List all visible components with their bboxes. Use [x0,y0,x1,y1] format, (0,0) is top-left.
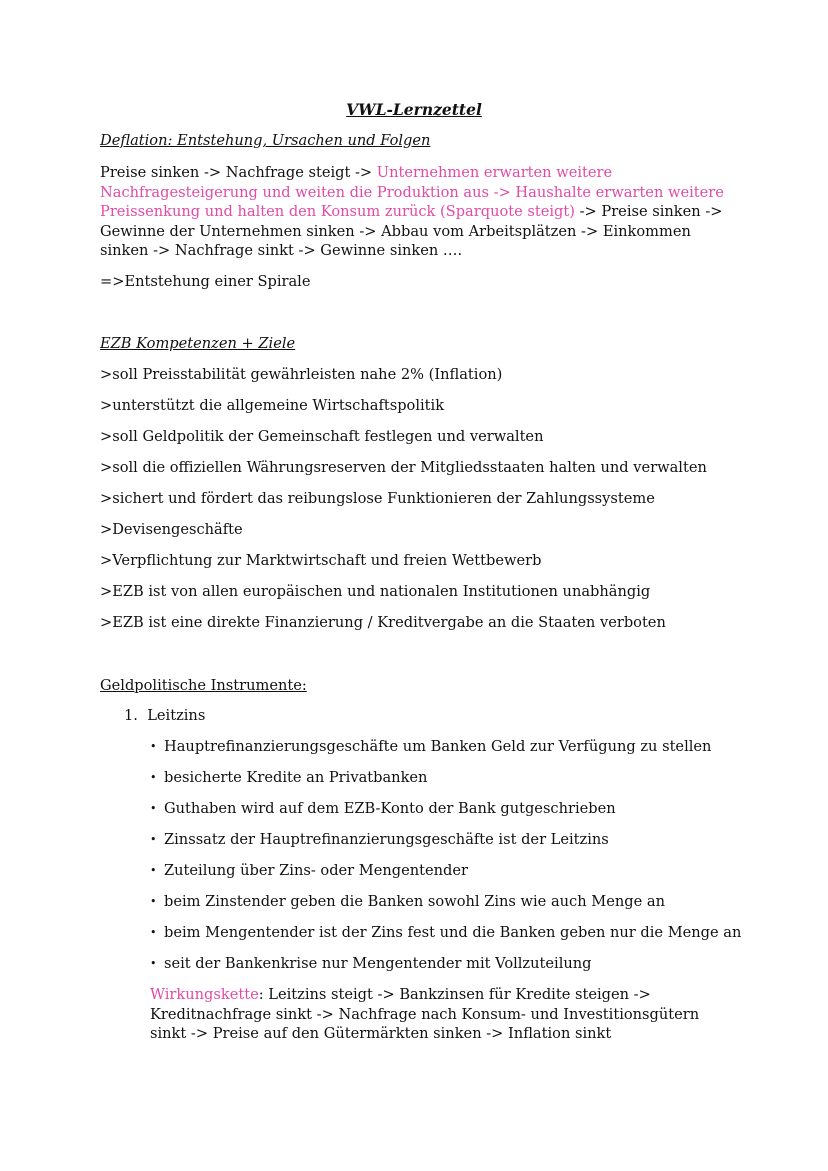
page-title: VWL-Lernzettel [346,100,482,119]
bullet-icon: • [150,833,157,846]
leitzins-label: Leitzins [147,707,206,724]
deflation-text-start: Preise sinken -> Nachfrage steigt -> [100,164,377,181]
leitzins-list-item [124,707,205,724]
bullet-item [150,893,665,910]
bullet-item [150,738,711,755]
bullet-text: Hauptrefinanzierungsgeschäfte um Banken Geld zur Verfügung zu stellen [164,738,712,755]
bullet-text: beim Zinstender geben die Banken sowohl Zins wie auch Menge an [164,893,665,910]
bullet-text: beim Mengentender ist der Zins fest und die Banken geben nur die Menge an [164,924,742,941]
bullet-item [150,831,609,848]
ezb-item: >soll Preisstabilität gewährleisten nahe 2% (Inflation) [100,366,503,383]
ezb-item: >EZB ist eine direkte Finanzierung / Kreditvergabe an die Staaten verboten [100,614,666,631]
bullet-item [150,924,741,941]
instrumente-heading: Geldpolitische Instrumente: [100,677,307,694]
ezb-heading: EZB Kompetenzen + Ziele [100,335,296,352]
bullet-text: Zuteilung über Zins- oder Mengentender [164,862,469,879]
bullet-text: Zinssatz der Hauptrefinanzierungsgeschäfte ist der Leitzins [164,831,609,848]
bullet-text: seit der Bankenkrise nur Mengentender mit Vollzuteilung [164,955,592,972]
ezb-item: >soll die offiziellen Währungsreserven der Mitgliedsstaaten halten und verwalten [100,459,707,476]
bullet-icon: • [150,802,157,815]
deflation-paragraph [100,163,730,261]
wirkungskette-paragraph [150,985,735,1044]
bullet-icon: • [150,926,157,939]
bullet-item [150,800,616,817]
ezb-item: >sichert und fördert das reibungslose Funktionieren der Zahlungssysteme [100,490,655,507]
deflation-text-highlight: Unternehmen erwarten weitere Nachfragesteigerung und weiten die Produktion aus -> Haushalte erwarten weitere Preissenkung und halten den Konsum zurück (Sparquote steigt) [100,164,724,220]
list-number: 1. [124,707,138,724]
ezb-item: >Verpflichtung zur Marktwirtschaft und freien Wettbewerb [100,552,542,569]
ezb-item: >EZB ist von allen europäischen und nationalen Institutionen unabhängig [100,583,651,600]
bullet-item [150,955,592,972]
ezb-item: >unterstützt die allgemeine Wirtschaftspolitik [100,397,445,414]
deflation-conclusion: =>Entstehung einer Spirale [100,273,311,290]
wirkungskette-text: : Leitzins steigt -> Bankzinsen für Kredite steigen -> Kreditnachfrage sinkt -> Nachfrage nach Konsum- und Investitionsgütern sinkt -> Preise auf den Gütermärkten sinken -> Inflation sinkt [150,986,700,1042]
bullet-icon: • [150,895,157,908]
bullet-icon: • [150,957,157,970]
bullet-text: besicherte Kredite an Privatbanken [164,769,428,786]
bullet-icon: • [150,864,157,877]
bullet-icon: • [150,740,157,753]
bullet-item [150,862,468,879]
deflation-heading: Deflation: Entstehung, Ursachen und Folgen [100,132,431,149]
ezb-item: >Devisengeschäfte [100,521,243,538]
wirkungskette-label: Wirkungskette [150,986,259,1003]
deflation-text-end: -> Preise sinken -> Gewinne der Unternehmen sinken -> Abbau vom Arbeitsplätzen -> Einkommen sinken -> Nachfrage sinkt -> Gewinne sinken …. [100,203,723,259]
ezb-item: >soll Geldpolitik der Gemeinschaft festlegen und verwalten [100,428,544,445]
bullet-text: Guthaben wird auf dem EZB-Konto der Bank gutgeschrieben [164,800,616,817]
bullet-icon: • [150,771,157,784]
bullet-item [150,769,427,786]
